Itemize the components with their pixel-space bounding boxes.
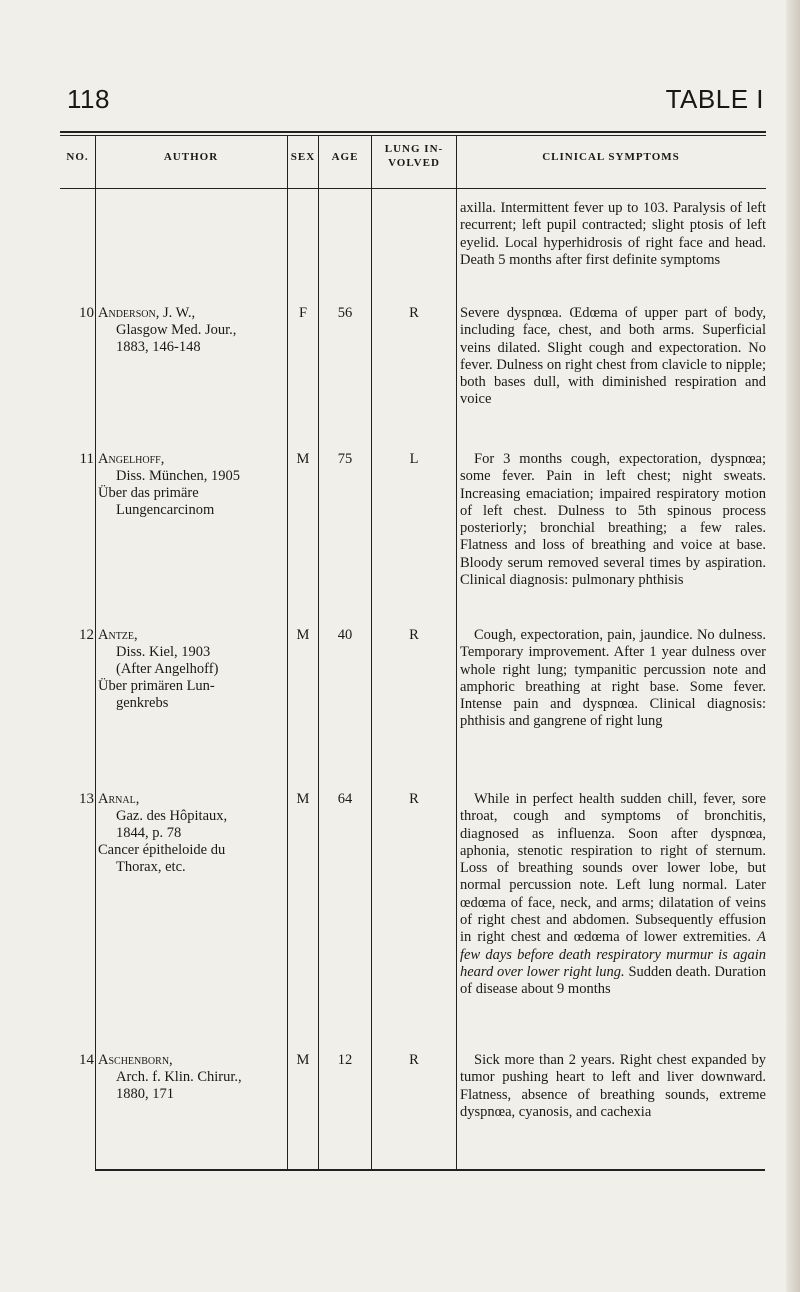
- clinical-italic-text: A few days before death respiratory murmur is again heard over lower right lung.: [460, 929, 766, 980]
- author-cell: [98, 1052, 288, 1103]
- author-cell: [98, 791, 288, 876]
- column-header-author: AUTHOR: [163, 151, 219, 163]
- age-value: 75: [337, 451, 353, 467]
- lung-value: R: [409, 1052, 419, 1068]
- case-number: 14: [79, 1052, 94, 1068]
- author-source-line: Thorax, etc.: [116, 859, 186, 875]
- author-source-line: (After Angelhoff): [116, 661, 219, 677]
- clinical-text: While in perfect health sudden chill, fever, sore throat, cough and symptoms of bronchitis, diagnosed as influenza. Soon after dyspnœa, aphonia, stenotic respiration to right of sternum. Loss of breathing sounds over lower lobe, but normal percussion note. Left lung normal. Later œdœma of face, neck, and arms; dilatation of veins of right chest and abdomen. Subsequently effusion in right chest and œdœma of lower extremities.: [460, 791, 766, 946]
- author-source-line: Diss. Kiel, 1903: [116, 644, 211, 660]
- column-header-lung: LUNG IN-VOLVED: [384, 143, 444, 169]
- age-value: 40: [337, 627, 353, 643]
- header-rule: [60, 188, 766, 189]
- page-title: TABLE I: [665, 84, 764, 114]
- author-name: Anderson, J. W.,: [98, 305, 196, 321]
- age-value: 12: [337, 1052, 353, 1068]
- clinical-symptoms: [460, 791, 766, 999]
- author-name: Arnal,: [98, 791, 140, 807]
- clinical-text-end: Sudden death. Duration of disease about 9 months: [460, 963, 767, 998]
- table-bottom-rule: [95, 1169, 765, 1171]
- case-number: 13: [79, 791, 94, 807]
- author-cell: [98, 627, 288, 712]
- author-source-line: Über das primäre: [98, 485, 199, 501]
- case-number: 11: [79, 451, 94, 467]
- author-name: Antze,: [98, 627, 138, 643]
- sex-value: M: [296, 627, 310, 643]
- author-cell: [98, 305, 288, 356]
- clinical-symptoms: For 3 months cough, expectoration, dyspnœa; some fever. Pain in left chest; night sweats. Increasing emaciation; impaired respiratory motion of left chest. Dulness to 5th spinous process posteriorly; bronchial breathing; a few rales. Flatness and loss of breathing and voice at base. Bloody serum removed several times by aspiration. Clinical diagnosis: pulmonary phthisis: [460, 451, 766, 589]
- lung-value: R: [409, 305, 419, 321]
- page-number: 118: [67, 84, 110, 114]
- author-source-line: Gaz. des Hôpitaux,: [116, 808, 228, 824]
- lung-value: L: [409, 451, 419, 467]
- case-number: 12: [79, 627, 94, 643]
- author-source-line: Über primären Lun-: [98, 678, 215, 694]
- author-name: Angelhoff,: [98, 451, 165, 467]
- author-source-line: Lungencarcinom: [116, 502, 215, 518]
- age-value: 56: [337, 305, 353, 321]
- continued-clinical-text: axilla. Intermittent fever up to 103. Paralysis of left recurrent; left pupil contracted; slight ptosis of left eyelid. Local hyperhidrosis of right face and head. Death 5 months after first definite symptoms: [460, 200, 766, 268]
- column-divider: [456, 136, 457, 1169]
- author-cell: [98, 451, 288, 519]
- author-name: Aschenborn,: [98, 1052, 173, 1068]
- sex-value: F: [298, 305, 308, 321]
- lung-value: R: [409, 627, 419, 643]
- clinical-symptoms: Cough, expectoration, pain, jaundice. No dulness. Temporary improvement. After 1 year dulness over whole right lung; tympanitic percussion note and amphoric breathing at right base. Some fever. Intense pain and dyspnœa. Clinical diagnosis: phthisis and gangrene of right lung: [460, 627, 766, 730]
- column-divider: [371, 136, 372, 1169]
- sex-value: M: [296, 451, 310, 467]
- author-source-line: 1844, p. 78: [116, 825, 182, 841]
- column-header-no: NO.: [66, 151, 89, 163]
- author-source-line: Cancer épitheloide du: [98, 842, 226, 858]
- sex-value: M: [296, 1052, 310, 1068]
- author-source-line: Diss. München, 1905: [116, 468, 241, 484]
- author-source-line: Glasgow Med. Jour.,: [116, 322, 237, 338]
- clinical-symptoms: Sick more than 2 years. Right chest expanded by tumor pushing heart to left and liver downward. Flatness, absence of breathing sounds, extreme dyspnœa, cyanosis, and cachexia: [460, 1052, 766, 1120]
- column-divider: [318, 136, 319, 1169]
- table-top-rule-thin: [60, 135, 766, 136]
- age-value: 64: [337, 791, 353, 807]
- column-header-age: AGE: [331, 151, 359, 163]
- case-number: 10: [79, 305, 94, 321]
- author-source-line: 1880, 171: [116, 1086, 174, 1102]
- page-edge: [786, 0, 800, 1292]
- column-divider: [95, 136, 96, 1169]
- lung-value: R: [409, 791, 419, 807]
- clinical-symptoms: Severe dyspnœa. Œdœma of upper part of body, including face, chest, and both arms. Superficial veins dilated. Slight cough and expectoration. No fever. Dulness on right chest from clavicle to nipple; both bases dull, with diminished respiration and voice: [460, 305, 766, 408]
- sex-value: M: [296, 791, 310, 807]
- author-source-line: genkrebs: [116, 695, 169, 711]
- author-source-line: Arch. f. Klin. Chirur.,: [116, 1069, 242, 1085]
- column-header-clinical: CLINICAL SYMPTOMS: [542, 151, 680, 163]
- column-header-sex: SEX: [290, 151, 316, 163]
- table-top-rule: [60, 131, 766, 133]
- author-source-line: 1883, 146-148: [116, 339, 201, 355]
